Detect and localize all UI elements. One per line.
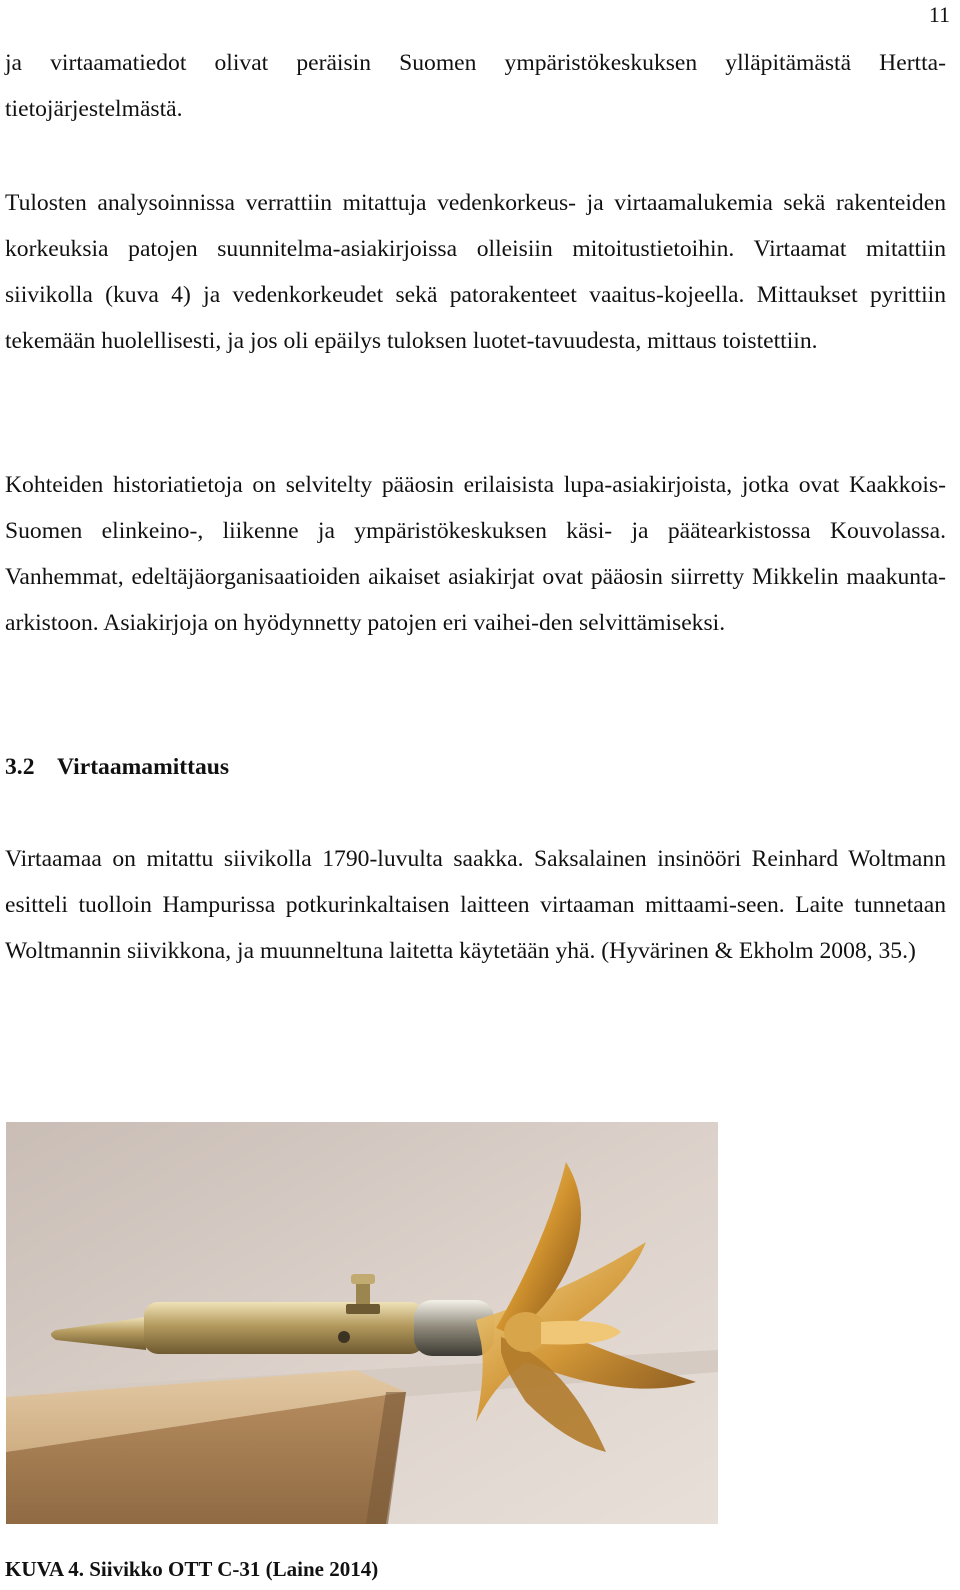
paragraph-data-sources: ja virtaamatiedot olivat peräisin Suomen ympäristökeskuksen ylläpitämästä Hertta-tietojärjestelmästä. <box>5 50 946 122</box>
paragraph-history: Kohteiden historiatietoja on selvitelty pääosin erilaisista lupa-asiakirjoista, jotka ovat Kaakkois-Suomen elinkeino-, liikenne ja ympäristökeskuksen käsi- ja päätearkistossa Kouvolassa. Vanhemmat, edeltäjäorganisaatioiden aikaiset asiakirjat ovat pääosin siirretty Mikkelin maakunta-arkistoon. Asiakirjoja on hyödynnetty patojen eri vaihei-den selvittämiseksi. <box>5 472 946 636</box>
section-title: Virtaamamittaus <box>57 754 230 780</box>
section-heading <box>5 744 229 790</box>
paragraph-analysis: Tulosten analysoinnissa verrattiin mitattuja vedenkorkeus- ja virtaamalukemia sekä rakenteiden korkeuksia patojen suunnitelma-asiakirjoissa olleisiin mitoitustietoihin. Virtaamat mitattiin siivikolla (kuva 4) ja vedenkorkeudet sekä patorakenteet vaaitus-kojeella. Mittaukset pyrittiin tekemään huolellisesti, ja jos oli epäilys tuloksen luotet-tavuudesta, mittaus toistettiin. <box>5 190 946 354</box>
figure-caption: KUVA 4. Siivikko OTT C-31 (Laine 2014) <box>5 1557 379 1581</box>
section-number: 3.2 <box>5 754 35 780</box>
current-meter-photo <box>6 1122 718 1524</box>
page-number: 11 <box>928 2 950 27</box>
paragraph-flow-measurement: Virtaamaa on mitattu siivikolla 1790-luvulta saakka. Saksalainen insinööri Reinhard Woltmann esitteli tuolloin Hampurissa potkurinkaltaisen laitteen virtaaman mittaami-seen. Laite tunnetaan Woltmannin siivikkona, ja muunneltuna laitetta käytetään yhä. (Hyvärinen & Ekholm 2008, 35.) <box>5 846 946 964</box>
